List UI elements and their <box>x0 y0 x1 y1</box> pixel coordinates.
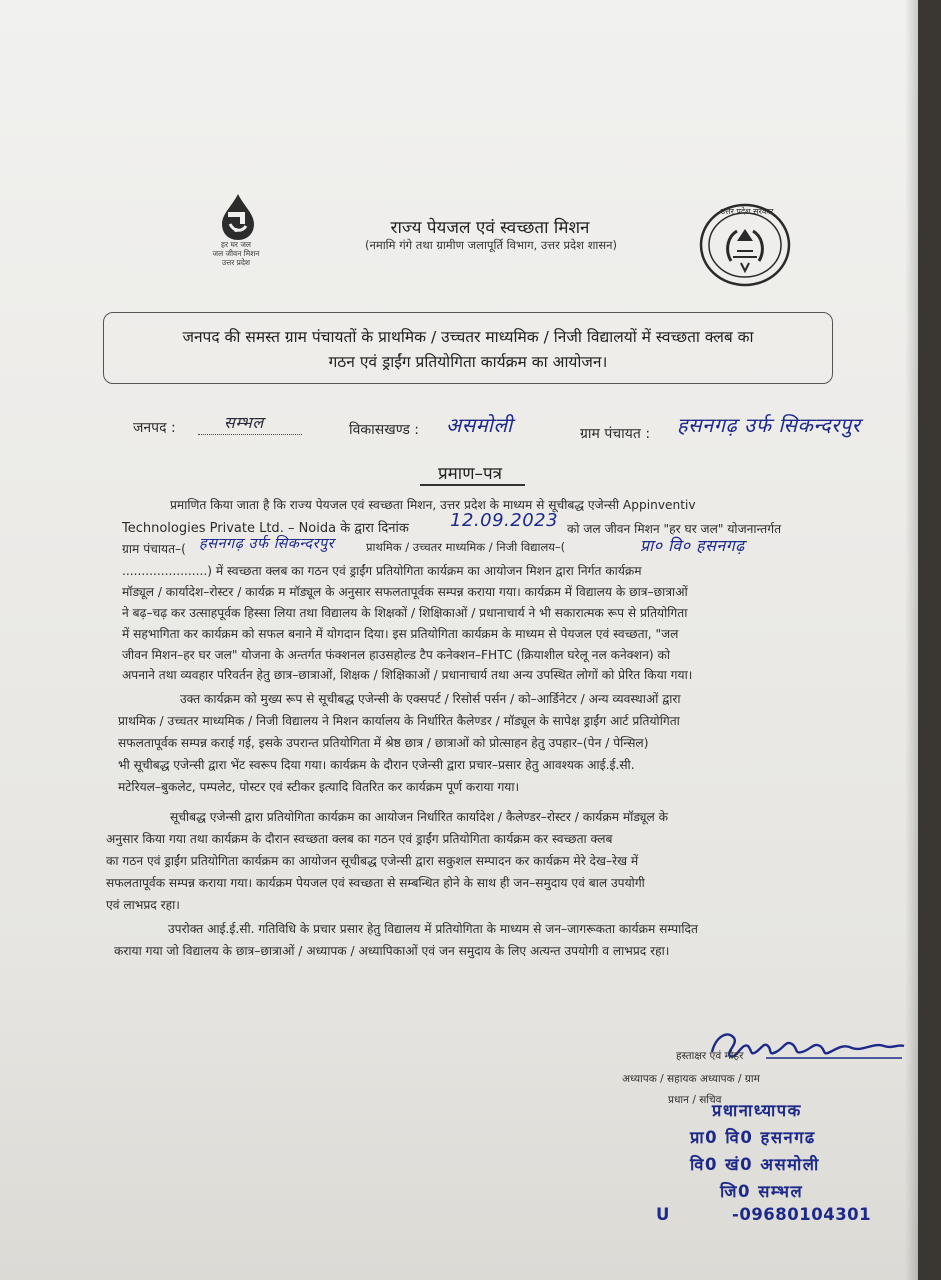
para2-line: प्राथमिक / उच्चतर माध्यमिक / निजी विद्यालय ने मिशन कार्यालय के निर्धारित कैलेण्डर / मॉड्यूल के सापेक्ष ड्राईंग आर्ट प्रतियोगिता <box>118 714 680 728</box>
para1-line: ने बढ़–चढ़ कर उत्साहपूर्वक हिस्सा लिया तथा विद्यालय के शिक्षकों / शिक्षिकाओं / प्रधानाचार्य ने भी सकारात्मक रूप से प्रतियोगिता <box>122 606 688 620</box>
para3-line: अनुसार किया गया तथा कार्यक्रम के दौरान स्वच्छता क्लब का गठन एवं ड्राईंग प्रतियोगिता कार्यक्रम कर स्वच्छता क्लब <box>106 832 613 846</box>
para1-line: जीवन मिशन–हर घर जल" योजना के अन्तर्गत फंक्शनल हाउसहोल्ड टैप कनेक्शन–FHTC (क्रियाशील घरेलू नल कनेक्शन) को <box>122 648 671 662</box>
panchayat-handwritten: हसनगढ़ उर्फ सिकन्दरपुर <box>199 536 335 552</box>
para1-line: प्राथमिक / उच्चतर माध्यमिक / निजी विद्यालय–( <box>366 540 566 554</box>
stamp-block: वि0 खं0 असमोली <box>690 1155 820 1174</box>
block-label: विकासखण्ड : <box>349 422 420 438</box>
para3-line: सूचीबद्ध एजेन्सी द्वारा प्रतियोगिता कार्यक्रम का आयोजन निर्धारित कार्यादेश / कैलेण्डर–रोस्टर / कार्यक्रम मॉड्यूल के <box>170 810 669 824</box>
page-edge-shadow <box>905 0 918 1280</box>
para2-line: उक्त कार्यक्रम को मुख्य रूप से सूचीबद्ध एजेन्सी के एक्सपर्ट / रिसोर्स पर्सन / को–आर्डिनेटर / अन्य व्यवस्थाओं द्वारा <box>180 692 681 706</box>
school-handwritten: प्रा० वि० हसनगढ़ <box>640 536 745 555</box>
org-title: राज्य पेयजल एवं स्वच्छता मिशन <box>390 218 590 238</box>
block-value: असमोली <box>446 413 513 437</box>
para3-line: सफलतापूर्वक सम्पन्न कराया गया। कार्यक्रम पेयजल एवं स्वच्छता से सम्बन्धित होने के साथ ही जन–समुदाय एवं बाल उपयोगी <box>106 876 645 890</box>
logo-caption-line: जल जीवन मिशन <box>212 249 260 258</box>
para4-line: कराया गया जो विद्यालय के छात्र–छात्राओं / अध्यापक / अध्यापिकाओं एवं जन समुदाय के लिए अत्यन्त उपयोगी व लाभप्रद रहा। <box>114 944 670 958</box>
district-label: जनपद : <box>133 420 176 436</box>
headline-box <box>103 312 833 384</box>
para1-line: ......................) में स्वच्छता क्लब का गठन एवं ड्राईंग प्रतियोगिता कार्यक्रम का आयोजन मिशन द्वारा निर्गत कार्यक्रम <box>122 564 642 578</box>
logo-caption-line: हर घर जल <box>221 240 251 249</box>
signature-role-line: प्रधान / सचिव <box>668 1094 722 1106</box>
para2-line: भी सूचीबद्ध एजेन्सी द्वारा भेंट स्वरूप दिया गया। कार्यक्रम के दौरान एजेन्सी द्वारा प्रचार–प्रसार हेतु आवश्यक आई.ई.सी. <box>118 758 635 772</box>
signature-label: हस्ताक्षर एवं मोहर <box>676 1050 744 1062</box>
para3-line: एवं लाभप्रद रहा। <box>106 898 180 912</box>
panchayat-value: हसनगढ़ उर्फ सिकन्दरपुर <box>677 413 861 437</box>
org-subtitle: (नमामि गंगे तथा ग्रामीण जलापूर्ति विभाग, उत्तर प्रदेश शासन) <box>364 238 618 252</box>
logo-caption-line: उत्तर प्रदेश <box>221 258 251 267</box>
headline-line-2: गठन एवं ड्राईंग प्रतियोगिता कार्यक्रम का आयोजन। <box>328 353 608 371</box>
para2-line: मटेरियल–बुकलेट, पम्पलेट, पोस्टर एवं स्टीकर इत्यादि वितरित कर कार्यक्रम पूर्ण कराया गया। <box>118 780 520 794</box>
para1-line: को जल जीवन मिशन "हर घर जल" योजनान्तर्गत <box>567 522 782 536</box>
panchayat-label: ग्राम पंचायत : <box>580 426 651 442</box>
para1-line: ग्राम पंचायत–( <box>122 542 186 556</box>
headline-line-1: जनपद की समस्त ग्राम पंचायतों के प्राथमिक / उच्चतर माध्यमिक / निजी विद्यालयों में स्वच्छता क्लब का <box>182 328 754 346</box>
para1-line: Technologies Private Ltd. – Noida के द्वारा दिनांक <box>122 521 409 536</box>
para1-line: में सहभागिता कर कार्यक्रम को सफल बनाने में योगदान दिया। इस प्रतियोगिता कार्यक्रम के माध्यम से पेयजल एवं स्वच्छता, "जल <box>122 627 679 641</box>
para1-line: प्रमाणित किया जाता है कि राज्य पेयजल एवं स्वच्छता मिशन, उत्तर प्रदेश के माध्यम से सूचीबद्ध एजेन्सी Appinventiv <box>170 498 696 512</box>
para1-line: अपनाने तथा व्यवहार परिवर्तन हेतु छात्र–छात्राओं, शिक्षक / शिक्षिकाओं / प्रधानाचार्य तथा अन्य उपस्थित लोगों को प्रेरित किया गया। <box>122 668 693 682</box>
para3-line: का गठन एवं ड्राईंग प्रतियोगिता कार्यक्रम का आयोजन सूचीबद्ध एजेन्सी द्वारा सकुशल सम्पादन कर कार्यक्रम मेरे देख–रेख में <box>106 854 639 868</box>
district-underline <box>198 434 302 435</box>
stamp-phone: -09680104301 <box>732 1205 872 1224</box>
stamp-district: जि0 सम्भल <box>720 1182 804 1201</box>
certificate-title-underline <box>420 484 525 486</box>
para4-line: उपरोक्त आई.ई.सी. गतिविधि के प्रचार प्रसार हेतु विद्यालय में प्रतियोगिता के माध्यम से जन–जागरूकता कार्यक्रम सम्पादित <box>168 922 698 936</box>
logo-left-caption <box>196 240 276 267</box>
stamp-designation: प्रधानाध्यापक <box>712 1101 802 1120</box>
para1-line: मॉड्यूल / कार्यादेश–रोस्टर / कार्यक्र म मॉड्यूल के अनुसार सफलतापूर्वक सम्पन्न कराया गया। कार्यक्रम में विद्यालय के छात्र–छात्राओं <box>122 585 688 599</box>
district-value: सम्भल <box>224 413 264 432</box>
stamp-school: प्रा0 वि0 हसनगढ <box>690 1128 816 1147</box>
program-date: 12.09.2023 <box>450 510 559 531</box>
signature-role-line: अध्यापक / सहायक अध्यापक / ग्राम <box>622 1073 760 1085</box>
stamp-code: U <box>656 1205 671 1224</box>
emblem-text: उत्तर प्रदेश सरकार <box>720 207 774 216</box>
para2-line: सफलतापूर्वक सम्पन्न कराई गई, इसके उपरान्त प्रतियोगिता में श्रेष्ठ छात्र / छात्राओं को प्रोत्साहन हेतु उपहार–(पेन / पेन्सिल) <box>118 736 649 750</box>
certificate-title: प्रमाण–पत्र <box>437 464 503 484</box>
